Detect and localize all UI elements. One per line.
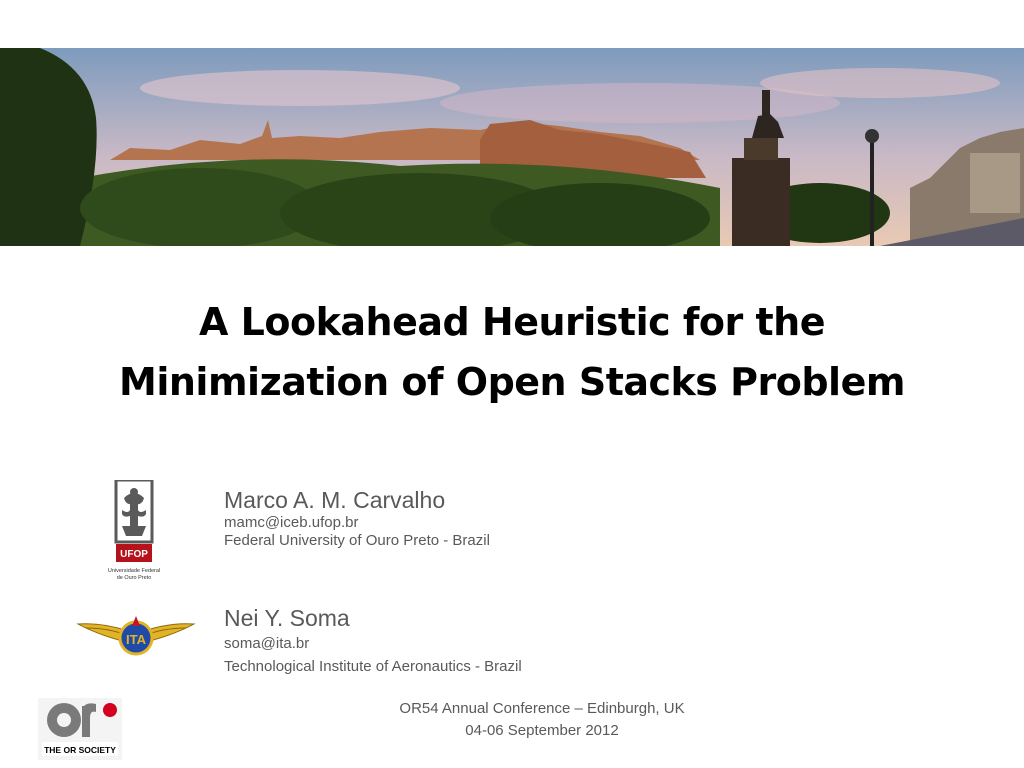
conference-name: OR54 Annual Conference – Edinburgh, UK bbox=[399, 700, 685, 717]
author-affiliation-1: Federal University of Ouro Preto - Brazil bbox=[224, 532, 490, 549]
author-name-1: Marco A. M. Carvalho bbox=[224, 487, 446, 513]
slide-title bbox=[0, 292, 1024, 412]
ufop-caption-2: de Ouro Preto bbox=[116, 575, 152, 581]
author-email-1: mamc@iceb.ufop.br bbox=[224, 514, 359, 531]
panorama-photo bbox=[0, 48, 1024, 246]
author-affiliation-2: Technological Institute of Aeronautics - Brazil bbox=[224, 658, 522, 675]
conference-footer bbox=[320, 698, 764, 742]
or-society-text: THE OR SOCIETY bbox=[44, 745, 116, 755]
ufop-abbrev: UFOP bbox=[120, 549, 148, 560]
ufop-caption-1: Universidade Federal bbox=[107, 568, 161, 574]
author-block-2 bbox=[224, 604, 522, 678]
or-society-logo bbox=[38, 698, 122, 760]
ufop-logo bbox=[106, 480, 162, 584]
author-email-2: soma@ita.br bbox=[224, 635, 310, 652]
title-line-2: Minimization of Open Stacks Problem bbox=[119, 360, 905, 404]
author-block-1 bbox=[224, 486, 490, 550]
conference-dates: 04-06 September 2012 bbox=[465, 722, 619, 739]
title-line-1: A Lookahead Heuristic for the bbox=[199, 300, 825, 344]
ita-logo bbox=[76, 612, 196, 662]
author-name-2: Nei Y. Soma bbox=[224, 605, 350, 631]
ita-text: ITA bbox=[126, 632, 146, 647]
